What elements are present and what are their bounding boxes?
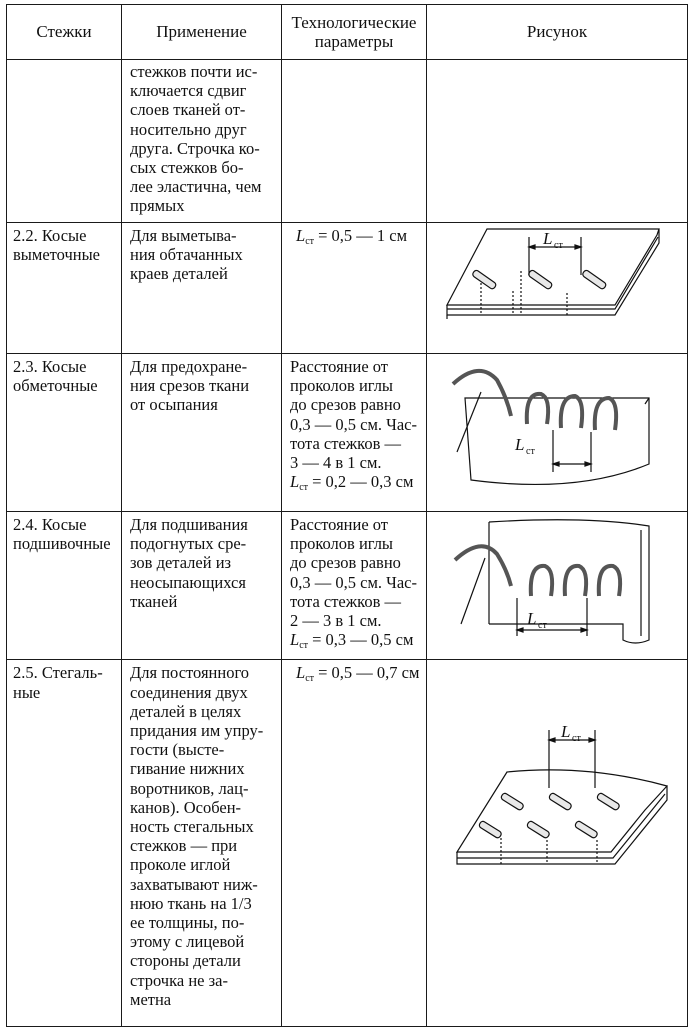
params-cell bbox=[282, 660, 427, 1027]
params-cell bbox=[282, 223, 427, 354]
figure-cell bbox=[427, 60, 688, 223]
figure-cell bbox=[427, 354, 688, 512]
application-text: Для постоянного соединения двух деталей в целях придания им упру- гости (высте- гивание нижних воротников, лац- канов). Особен- ность стегальных стежков — при проколе иглой захватывают ниж- нюю ткань на 1/3 ее толщины, по- этому с лицевой стороны детали строчка не за- метна bbox=[130, 663, 264, 1009]
application-cell bbox=[122, 60, 282, 223]
table-row bbox=[7, 660, 688, 1027]
baste-stitch-figure bbox=[427, 223, 685, 351]
stitch-length-formula bbox=[282, 630, 426, 659]
stitch-length-formula bbox=[282, 660, 426, 692]
overcast-stitch-figure bbox=[427, 354, 685, 504]
params-cell bbox=[282, 60, 427, 223]
figure-length-subscript: ст bbox=[538, 620, 547, 631]
formula-subscript: ст bbox=[305, 236, 314, 247]
params-cell bbox=[282, 512, 427, 660]
application-cell bbox=[122, 660, 282, 1027]
figure-length-subscript: ст bbox=[554, 240, 563, 251]
figure-length-label: L bbox=[527, 609, 537, 628]
stitch-cell bbox=[7, 354, 122, 512]
stitch-cell bbox=[7, 660, 122, 1027]
formula-subscript: ст bbox=[305, 673, 314, 685]
table-row bbox=[7, 60, 688, 223]
figure-length-subscript: ст bbox=[526, 446, 535, 457]
stitch-name: 2.4. Косые подшивочные bbox=[13, 515, 111, 554]
header-application: Применение bbox=[122, 5, 282, 60]
header-params bbox=[282, 5, 427, 60]
table-row bbox=[7, 512, 688, 660]
formula-value: = 0,3 — 0,5 см bbox=[308, 630, 414, 650]
table-header-row bbox=[7, 5, 688, 60]
figure-length-label: L bbox=[543, 229, 553, 248]
formula-subscript: ст bbox=[299, 640, 308, 652]
application-cell bbox=[122, 223, 282, 354]
formula-symbol: L bbox=[296, 663, 306, 683]
stitch-cell bbox=[7, 60, 122, 223]
application-text: Для выметыва- ния обтачанных краев деталей bbox=[130, 226, 243, 284]
formula-value: = 0,5 — 1 см bbox=[314, 226, 408, 245]
stitch-cell bbox=[7, 512, 122, 660]
stitch-length-formula bbox=[282, 223, 426, 255]
formula-value: = 0,5 — 0,7 см bbox=[314, 663, 420, 683]
header-params-label: Технологические параметры bbox=[291, 13, 417, 51]
stitch-name: 2.5. Стегаль- ные bbox=[13, 663, 103, 702]
table-row bbox=[7, 223, 688, 354]
formula-value: = 0,2 — 0,3 см bbox=[308, 472, 414, 492]
stitch-table bbox=[6, 4, 688, 1027]
figure-cell bbox=[427, 660, 688, 1027]
stitch-cell bbox=[7, 223, 122, 354]
stitch-name: 2.3. Косые обметочные bbox=[13, 357, 98, 396]
hemming-stitch-figure bbox=[427, 512, 685, 654]
stitch-name: 2.2. Косые выметочные bbox=[13, 226, 100, 265]
figure-cell bbox=[427, 223, 688, 354]
params-cell bbox=[282, 354, 427, 512]
application-cell bbox=[122, 512, 282, 660]
figure-cell bbox=[427, 512, 688, 660]
header-stitches: Стежки bbox=[7, 5, 122, 60]
application-text: стежков почти ис- ключается сдвиг слоев тканей от- носительно друг друга. Строчка ко- сых стежков бо- лее эластична, чем прямых bbox=[130, 62, 262, 216]
params-text: Расстояние от проколов иглы до срезов равно 0,3 — 0,5 см. Час- тота стежков — 2 — 3 в 1 см. bbox=[290, 515, 418, 631]
params-text: Расстояние от проколов иглы до срезов равно 0,3 — 0,5 см. Час- тота стежков — 3 — 4 в 1 см. bbox=[290, 357, 418, 473]
figure-length-label: L bbox=[561, 722, 571, 742]
quilting-stitch-figure bbox=[427, 660, 685, 1020]
application-text: Для подшивания подогнутых сре- зов деталей из неосыпающихся тканей bbox=[130, 515, 248, 611]
application-text: Для предохране- ния срезов ткани от осыпания bbox=[130, 357, 250, 415]
table-row bbox=[7, 354, 688, 512]
stitch-length-formula bbox=[282, 472, 426, 501]
header-figure: Рисунок bbox=[427, 5, 688, 60]
application-cell bbox=[122, 354, 282, 512]
formula-subscript: ст bbox=[299, 482, 308, 494]
formula-symbol: L bbox=[290, 630, 300, 650]
figure-length-subscript: ст bbox=[572, 733, 581, 745]
figure-length-label: L bbox=[515, 435, 525, 454]
formula-symbol: L bbox=[290, 472, 300, 492]
formula-symbol: L bbox=[296, 226, 306, 245]
